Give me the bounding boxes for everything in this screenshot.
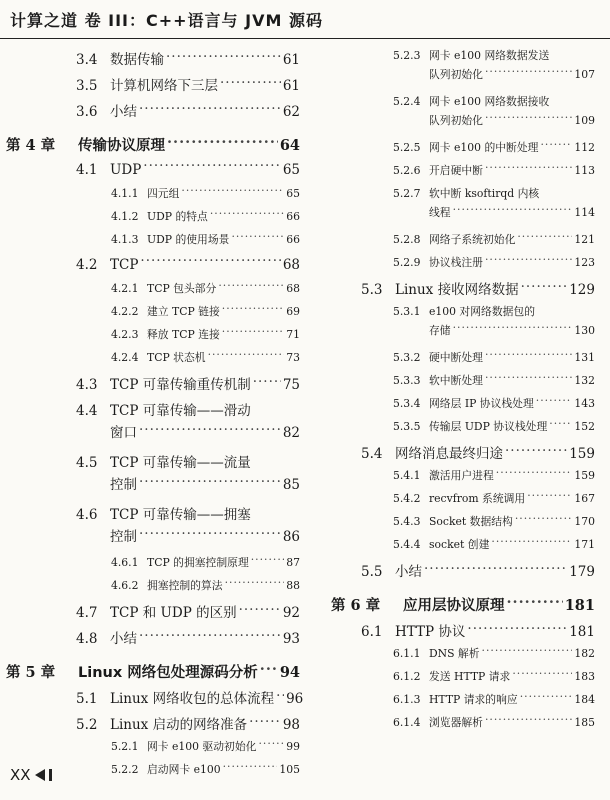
toc-title: 应用层协议原理 xyxy=(403,598,505,614)
leader-dots xyxy=(485,373,572,384)
toc-title: 小结 xyxy=(395,564,422,580)
toc-page-number: 130 xyxy=(574,324,595,337)
toc-number: 5.2 xyxy=(76,717,98,733)
toc-page-number: 129 xyxy=(569,282,595,298)
toc-title-continuation: 存储 xyxy=(429,324,451,337)
toc-title-continuation: 队列初始化 xyxy=(429,114,483,127)
toc-title: 网络子系统初始化 xyxy=(429,233,516,246)
toc-page-number: 181 xyxy=(564,597,595,614)
toc-number: 4.8 xyxy=(76,631,98,647)
toc-number: 4.7 xyxy=(76,605,98,621)
leader-dots xyxy=(521,281,568,295)
toc-section xyxy=(0,503,300,555)
toc-title: Linux 接收网络数据 xyxy=(395,282,519,298)
toc-page-number: 112 xyxy=(574,141,595,154)
bar-icon xyxy=(49,769,52,781)
toc-subsection xyxy=(0,350,300,373)
left-triangle-icon xyxy=(35,769,45,781)
toc-subsection xyxy=(325,186,595,232)
toc-title: TCP 包头部分 xyxy=(147,282,217,295)
toc-subsection xyxy=(325,232,595,255)
toc-subsection xyxy=(0,304,300,327)
toc-title-continuation: 控制 xyxy=(110,477,137,493)
toc-number: 6.1.2 xyxy=(393,670,421,683)
toc-page-number: 69 xyxy=(286,305,300,318)
toc-title: 网络层 IP 协议栈处理 xyxy=(429,397,534,410)
toc-number: 5.2.9 xyxy=(393,256,421,269)
leader-dots xyxy=(222,304,284,315)
leader-dots xyxy=(527,491,572,502)
toc-page-number: 61 xyxy=(282,52,300,68)
toc-page-number: 107 xyxy=(574,68,595,81)
toc-title: Linux 启动的网络准备 xyxy=(110,717,248,733)
toc-section xyxy=(0,627,300,653)
toc-page-number: 167 xyxy=(574,492,595,505)
toc-number: 5.2.6 xyxy=(393,164,421,177)
toc-right-column xyxy=(325,48,595,738)
toc-title: 传输层 UDP 协议栈处理 xyxy=(429,420,548,433)
leader-dots xyxy=(505,445,567,459)
toc-number: 4.2 xyxy=(76,256,98,273)
toc-section xyxy=(0,160,300,186)
toc-section xyxy=(0,48,300,74)
toc-page-number: 65 xyxy=(286,187,300,200)
toc-page-number: 87 xyxy=(286,556,300,569)
toc-subsection xyxy=(325,537,595,560)
toc-subsection xyxy=(325,514,595,537)
toc-page-number: 73 xyxy=(286,351,300,364)
toc-section xyxy=(0,74,300,100)
toc-page-number: 68 xyxy=(286,282,300,295)
toc-section xyxy=(0,373,300,399)
toc-subsection xyxy=(0,232,300,255)
leader-dots xyxy=(485,163,572,174)
toc-number: 4.3 xyxy=(76,377,98,393)
leader-dots xyxy=(276,690,284,704)
toc-page-number: 123 xyxy=(574,256,595,269)
toc-title: Socket 数据结构 xyxy=(429,515,513,528)
toc-title: 拥塞控制的算法 xyxy=(147,579,223,592)
toc-subsection xyxy=(325,48,595,94)
leader-dots xyxy=(223,762,278,773)
leader-dots xyxy=(424,563,567,577)
toc-page-number: 65 xyxy=(282,161,300,178)
toc-title-continuation: 线程 xyxy=(429,206,451,219)
toc-chapter xyxy=(0,126,300,160)
toc-title: TCP 和 UDP 的区别 xyxy=(110,605,237,621)
toc-number: 5.3 xyxy=(361,282,383,298)
toc-section xyxy=(325,560,595,586)
toc-number: 5.3.4 xyxy=(393,397,421,410)
toc-page-number: 143 xyxy=(574,397,595,410)
toc-title: TCP 可靠传输——滑动 xyxy=(110,403,251,419)
toc-title: 网卡 e100 的中断处理 xyxy=(429,141,539,154)
toc-section xyxy=(0,399,300,451)
leader-dots xyxy=(210,209,284,220)
toc-page-number: 182 xyxy=(574,647,595,660)
toc-page-number: 131 xyxy=(574,351,595,364)
toc-title: 协议栈注册 xyxy=(429,256,483,269)
toc-page-number: 64 xyxy=(279,137,300,154)
toc-title: HTTP 请求的响应 xyxy=(429,693,518,706)
leader-dots xyxy=(225,578,285,589)
toc-title: 开启硬中断 xyxy=(429,164,483,177)
toc-subsection xyxy=(325,94,595,140)
leader-dots xyxy=(139,103,281,117)
leader-dots xyxy=(218,281,284,292)
toc-subsection xyxy=(325,692,595,715)
leader-dots xyxy=(453,205,573,216)
toc-page-number: 159 xyxy=(574,469,595,482)
toc-title: 小结 xyxy=(110,104,137,120)
toc-number: 4.6.1 xyxy=(111,556,139,569)
toc-page-number: 68 xyxy=(282,256,300,273)
toc-page-number: 61 xyxy=(282,78,300,94)
toc-number: 5.3.5 xyxy=(393,420,421,433)
toc-title: 数据传输 xyxy=(110,52,164,68)
toc-number: 5.2.8 xyxy=(393,233,421,246)
toc-section xyxy=(0,687,304,713)
toc-number: 5.2.3 xyxy=(393,49,421,62)
toc-section xyxy=(0,601,300,627)
toc-title: Linux 网络包处理源码分析 xyxy=(78,665,258,681)
toc-number: 4.6.2 xyxy=(111,579,139,592)
toc-title: 网络消息最终归途 xyxy=(395,446,503,462)
toc-section xyxy=(0,255,300,281)
toc-title: 网卡 e100 网络数据发送 xyxy=(429,49,550,62)
toc-number: 4.2.4 xyxy=(111,351,139,364)
header-rule xyxy=(0,38,610,39)
toc-number: 5.4.2 xyxy=(393,492,421,505)
toc-number: 5.2.4 xyxy=(393,95,421,108)
leader-dots xyxy=(453,323,573,334)
leader-dots xyxy=(520,692,573,703)
toc-page-number: 71 xyxy=(286,328,300,341)
toc-page-number: 114 xyxy=(574,206,595,219)
toc-number: 5.2.5 xyxy=(393,141,421,154)
toc-page-number: 96 xyxy=(286,691,304,707)
toc-number: 6.1.4 xyxy=(393,716,421,729)
toc-page-number: 183 xyxy=(574,670,595,683)
toc-number: 5.3.2 xyxy=(393,351,421,364)
leader-dots xyxy=(491,537,572,548)
leader-dots xyxy=(253,376,281,390)
toc-number: 5.4.1 xyxy=(393,469,421,482)
toc-page-number: 113 xyxy=(574,164,595,177)
toc-number: 第 6 章 xyxy=(331,597,381,614)
toc-title: 激活用户进程 xyxy=(429,469,494,482)
toc-page-number: 92 xyxy=(282,605,300,621)
toc-title: TCP 可靠传输——流量 xyxy=(110,455,251,471)
toc-section xyxy=(0,451,300,503)
toc-number: 4.6 xyxy=(76,507,98,523)
toc-page-number: 109 xyxy=(574,114,595,127)
toc-page-number: 85 xyxy=(282,477,300,493)
leader-dots xyxy=(496,468,573,479)
toc-title: TCP 可靠传输——拥塞 xyxy=(110,507,251,523)
toc-section xyxy=(0,100,300,126)
toc-number: 5.4.3 xyxy=(393,515,421,528)
toc-subsection xyxy=(325,350,595,373)
leader-dots xyxy=(507,596,563,611)
toc-title: 发送 HTTP 请求 xyxy=(429,670,511,683)
toc-number: 5.2.7 xyxy=(393,187,421,200)
leader-dots xyxy=(485,350,572,361)
toc-subsection xyxy=(325,468,595,491)
leader-dots xyxy=(249,716,281,730)
toc-title: TCP 的拥塞控制原理 xyxy=(147,556,249,569)
leader-dots xyxy=(181,186,284,197)
toc-title: DNS 解析 xyxy=(429,647,480,660)
leader-dots xyxy=(485,67,572,78)
toc-page-number: 132 xyxy=(574,374,595,387)
toc-number: 5.3.3 xyxy=(393,374,421,387)
leader-dots xyxy=(139,528,281,542)
toc-number: 4.1.2 xyxy=(111,210,139,223)
toc-title-continuation: 队列初始化 xyxy=(429,68,483,81)
leader-dots xyxy=(467,623,567,637)
leader-dots xyxy=(231,232,284,243)
leader-dots xyxy=(208,350,285,361)
toc-subsection xyxy=(325,140,595,163)
running-header: 计算之道 卷 III：C++语言与 JVM 源码 xyxy=(10,11,323,30)
toc-title: recvfrom 系统调用 xyxy=(429,492,526,505)
toc-page-number: 94 xyxy=(279,664,300,681)
toc-number: 6.1.3 xyxy=(393,693,421,706)
toc-section xyxy=(325,442,595,468)
toc-page-number: 98 xyxy=(282,717,300,733)
toc-title: TCP 可靠传输重传机制 xyxy=(110,377,251,393)
toc-title: UDP xyxy=(110,161,142,178)
toc-subsection xyxy=(325,419,595,442)
toc-page-number: 185 xyxy=(574,716,595,729)
toc-title: 启动网卡 e100 xyxy=(147,763,221,776)
toc-number: 3.6 xyxy=(76,104,98,120)
toc-subsection xyxy=(325,715,595,738)
toc-number: 4.1 xyxy=(76,161,98,178)
toc-subsection xyxy=(325,304,595,350)
toc-number: 第 5 章 xyxy=(6,664,56,681)
toc-page-number: 181 xyxy=(569,624,595,640)
leader-dots xyxy=(549,419,572,430)
toc-title: TCP 状态机 xyxy=(147,351,206,364)
toc-title: 硬中断处理 xyxy=(429,351,483,364)
toc-page-number: 86 xyxy=(282,529,300,545)
toc-number: 6.1 xyxy=(361,624,383,640)
toc-title: 小结 xyxy=(110,631,137,647)
leader-dots xyxy=(517,232,572,243)
toc-subsection xyxy=(325,396,595,419)
toc-number: 4.1.1 xyxy=(111,187,139,200)
toc-title: UDP 的特点 xyxy=(147,210,208,223)
toc-page-number: 66 xyxy=(286,233,300,246)
leader-dots xyxy=(258,739,284,750)
toc-title: 网卡 e100 驱动初始化 xyxy=(147,740,257,753)
toc-page-number: 93 xyxy=(282,631,300,647)
leader-dots xyxy=(485,255,572,266)
toc-number: 4.2.2 xyxy=(111,305,139,318)
toc-subsection xyxy=(325,491,595,514)
toc-title: 计算机网络下三层 xyxy=(110,78,218,94)
toc-number: 3.4 xyxy=(76,52,98,68)
leader-dots xyxy=(139,424,281,438)
toc-subsection xyxy=(0,555,300,578)
leader-dots xyxy=(140,255,280,269)
toc-page-number: 88 xyxy=(286,579,300,592)
toc-number: 第 4 章 xyxy=(6,137,56,154)
toc-number: 5.2.1 xyxy=(111,740,139,753)
toc-subsection xyxy=(325,669,595,692)
toc-title: 软中断 ksoftirqd 内核 xyxy=(429,187,540,200)
toc-subsection xyxy=(325,163,595,186)
toc-title: 释放 TCP 连接 xyxy=(147,328,220,341)
toc-number: 4.5 xyxy=(76,455,98,471)
toc-number: 4.4 xyxy=(76,403,98,419)
toc-number: 3.5 xyxy=(76,78,98,94)
leader-dots xyxy=(220,77,281,91)
toc-subsection xyxy=(325,646,595,669)
toc-page-number: 184 xyxy=(574,693,595,706)
toc-page-number: 152 xyxy=(574,420,595,433)
toc-title: UDP 的使用场景 xyxy=(147,233,230,246)
leader-dots xyxy=(166,51,281,65)
page-number: XX xyxy=(10,766,31,784)
toc-page-number: 66 xyxy=(286,210,300,223)
toc-chapter xyxy=(325,586,595,620)
toc-page-number: 179 xyxy=(569,564,595,580)
leader-dots xyxy=(251,555,285,566)
toc-title: 建立 TCP 链接 xyxy=(147,305,220,318)
toc-section xyxy=(0,713,300,739)
leader-dots xyxy=(515,514,573,525)
toc-page-number: 159 xyxy=(569,446,595,462)
toc-page-number: 82 xyxy=(282,425,300,441)
leader-dots xyxy=(536,396,573,407)
toc-section xyxy=(325,620,595,646)
toc-title: TCP xyxy=(110,256,139,273)
toc-page-number: 170 xyxy=(574,515,595,528)
toc-number: 6.1.1 xyxy=(393,647,421,660)
leader-dots xyxy=(485,113,572,124)
leader-dots xyxy=(139,476,281,490)
toc-subsection xyxy=(0,281,300,304)
toc-section xyxy=(325,278,595,304)
toc-title-continuation: 控制 xyxy=(110,529,137,545)
toc-title: socket 创建 xyxy=(429,538,490,551)
toc-page-number: 75 xyxy=(282,377,300,393)
toc-subsection xyxy=(325,373,595,396)
toc-left-column xyxy=(0,48,304,785)
leader-dots xyxy=(260,663,278,678)
toc-subsection xyxy=(0,327,300,350)
toc-page-number: 171 xyxy=(574,538,595,551)
leader-dots xyxy=(143,160,281,174)
leader-dots xyxy=(239,604,281,618)
toc-title: 四元组 xyxy=(147,187,180,200)
toc-number: 5.1 xyxy=(76,691,98,707)
toc-chapter xyxy=(0,653,300,687)
leader-dots xyxy=(540,140,572,151)
leader-dots xyxy=(222,327,284,338)
leader-dots xyxy=(167,136,278,151)
toc-subsection xyxy=(0,186,300,209)
toc-number: 5.4 xyxy=(361,446,383,462)
toc-page-number: 121 xyxy=(574,233,595,246)
toc-subsection xyxy=(325,255,595,278)
toc-title: e100 对网络数据包的 xyxy=(429,305,536,318)
toc-title: HTTP 协议 xyxy=(395,624,466,640)
leader-dots xyxy=(482,646,573,657)
toc-title-continuation: 窗口 xyxy=(110,425,137,441)
toc-subsection xyxy=(0,739,300,762)
leader-dots xyxy=(485,715,572,726)
toc-subsection xyxy=(0,578,300,601)
toc-number: 4.2.3 xyxy=(111,328,139,341)
toc-subsection xyxy=(0,209,300,232)
toc-number: 5.2.2 xyxy=(111,763,139,776)
toc-number: 4.2.1 xyxy=(111,282,139,295)
toc-title: 传输协议原理 xyxy=(78,138,165,154)
toc-page-number: 105 xyxy=(279,763,300,776)
toc-number: 5.5 xyxy=(361,564,383,580)
toc-number: 5.4.4 xyxy=(393,538,421,551)
toc-title: Linux 网络收包的总体流程 xyxy=(110,691,275,707)
toc-title: 网卡 e100 网络数据接收 xyxy=(429,95,550,108)
toc-number: 5.3.1 xyxy=(393,305,421,318)
toc-title: 软中断处理 xyxy=(429,374,483,387)
toc-page-number: 99 xyxy=(286,740,300,753)
leader-dots xyxy=(512,669,572,680)
leader-dots xyxy=(139,630,281,644)
page-footer xyxy=(10,766,52,784)
toc-title: 浏览器解析 xyxy=(429,716,483,729)
toc-number: 4.1.3 xyxy=(111,233,139,246)
toc-page-number: 62 xyxy=(282,104,300,120)
